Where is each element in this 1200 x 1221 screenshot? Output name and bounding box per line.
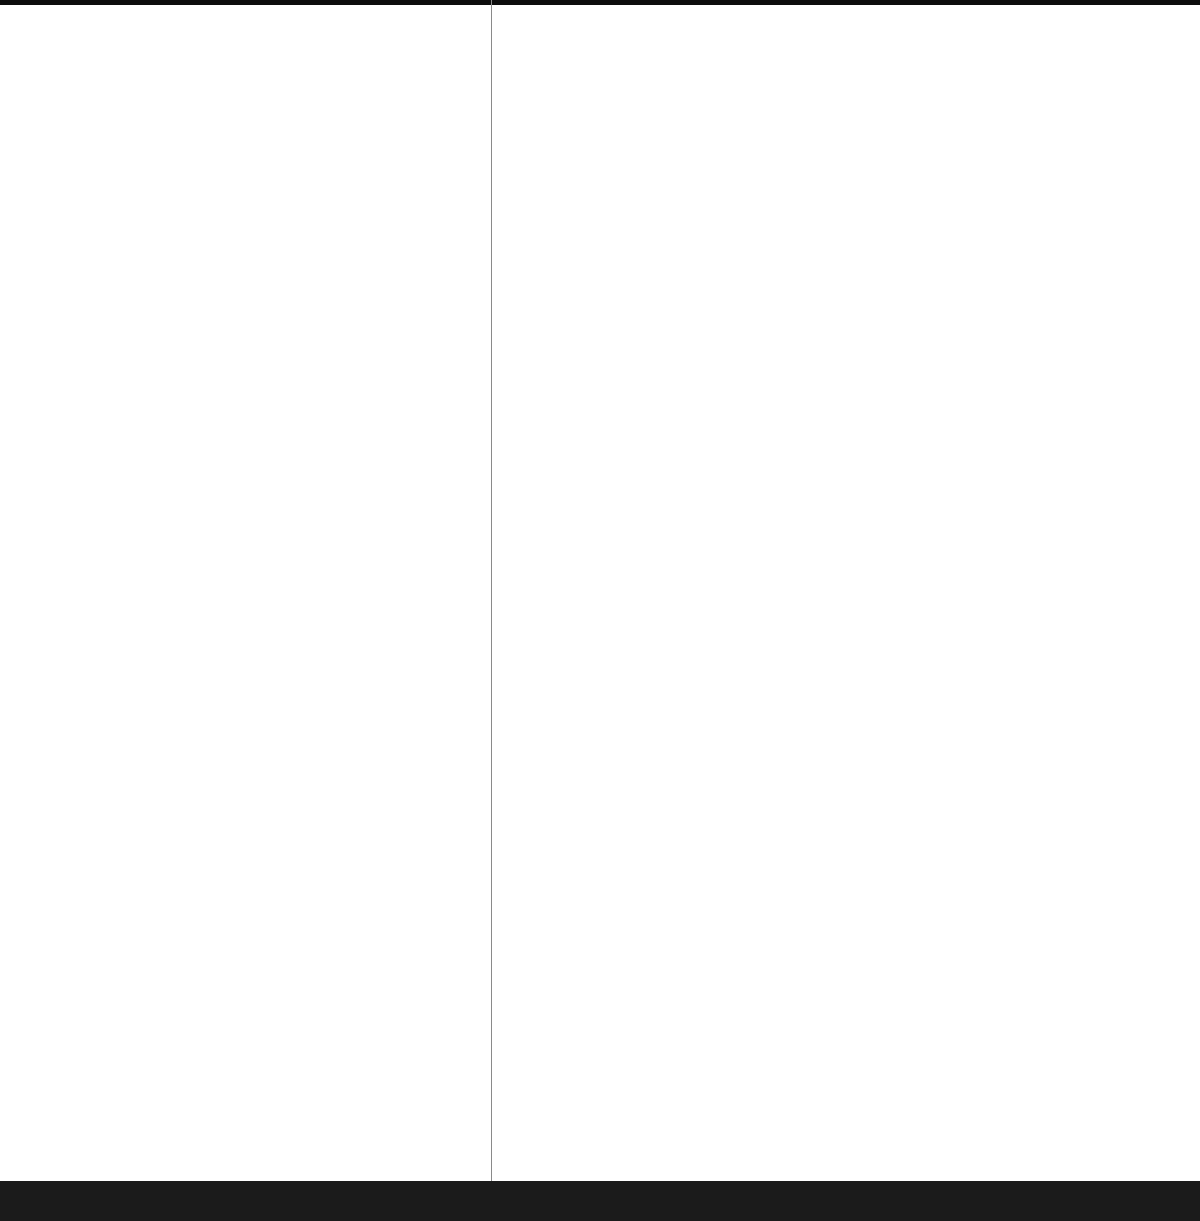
next-sheet-icon[interactable] <box>50 1191 70 1211</box>
prev-sheet-icon[interactable] <box>18 1191 38 1211</box>
column-header-strip <box>0 0 1200 5</box>
sheet-tab-bar <box>0 1181 1200 1221</box>
frozen-pane-divider <box>491 0 492 1181</box>
